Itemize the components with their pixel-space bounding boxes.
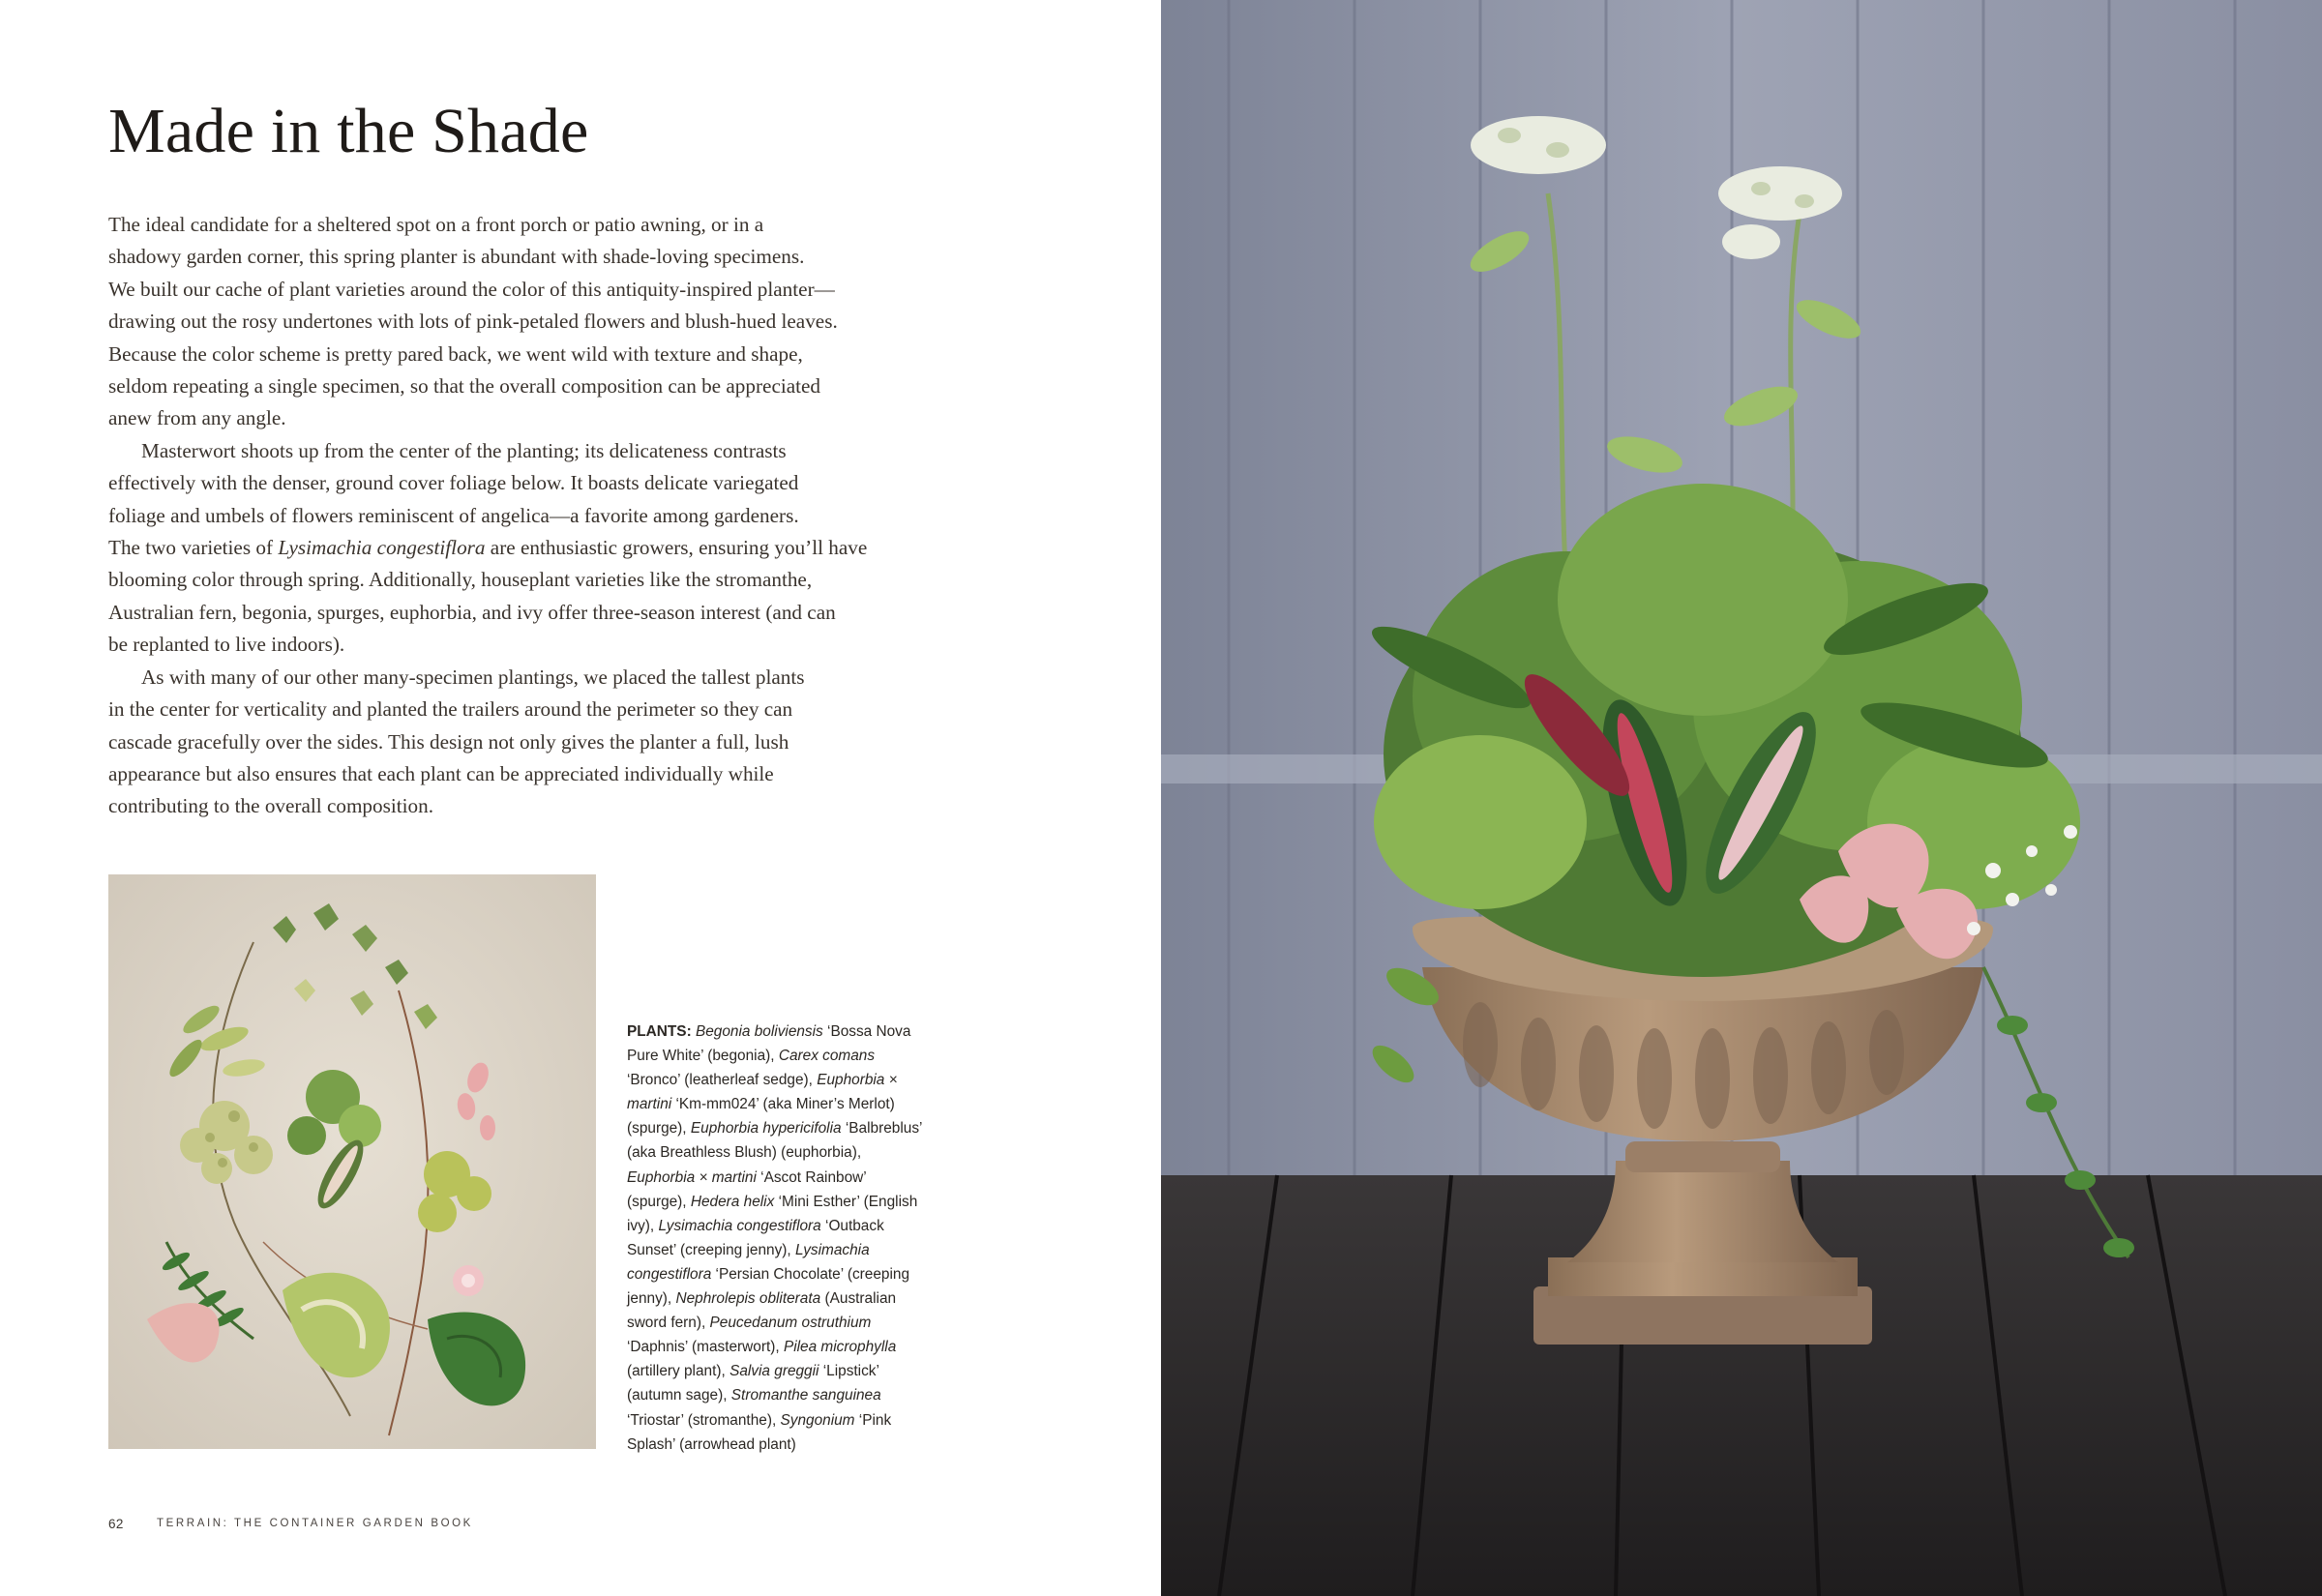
caption-line [627,1044,956,1068]
text-run: The two varieties of [108,536,279,560]
caption-run: ‘Outback [820,1217,884,1234]
caption-line [627,1166,956,1190]
caption-line [627,1335,956,1359]
body-line: We built our cache of plant varieties around the color of this antiquity-inspired planter— [108,277,835,301]
body-line: in the center for verticality and planted the trailers around the perimeter so they can [108,697,793,722]
plant-name: Pilea microphylla [783,1339,897,1356]
caption-run: ‘Km-mm024’ (aka Miner’s Merlot) [671,1096,895,1113]
plant-name: Lysimachia congestiflora [658,1217,821,1234]
caption-line [627,1116,956,1140]
caption-run: (Australian [820,1290,897,1308]
caption-line [627,1383,956,1407]
body-line: Masterwort shoots up from the center of the planting; its delicateness contrasts [141,438,787,462]
caption-line [627,1408,956,1433]
caption-run: ‘Persian Chocolate’ (creeping [711,1265,910,1283]
caption-label: PLANTS: [627,1023,692,1040]
caption-line [627,1140,956,1165]
plant-name: Peucedanum ostruthium [709,1315,872,1332]
body-line: drawing out the rosy undertones with lots of pink-petaled flowers and blush-hued leaves. [108,310,838,334]
page-title: Made in the Shade [108,96,589,166]
caption-line [627,1433,956,1457]
body-line: Australian fern, begonia, spurges, euphorbia, and ivy offer three-season interest (and can [108,600,836,624]
body-line: blooming color through spring. Additionally, houseplant varieties like the stromanthe, [108,568,813,592]
plant-name: Hedera helix [690,1193,775,1210]
plant-name: congestiflora [627,1265,712,1283]
caption-run: (spurge), [627,1193,691,1210]
caption-run: (autumn sage), [627,1387,731,1404]
caption-run: Pure White’ (begonia), [627,1048,779,1065]
body-line: Because the color scheme is pretty pared back, we went wild with texture and shape, [108,341,803,366]
caption-run: ‘Ascot Rainbow’ [756,1168,867,1186]
caption-run: ‘Daphnis’ (masterwort), [627,1339,784,1356]
plant-name: Euphorbia × [817,1072,898,1089]
text-run: are enthusiastic growers, ensuring you’ll have [485,536,868,560]
body-line-lysimachia [108,532,902,564]
body-line: shadowy garden corner, this spring planter is abundant with shade-loving specimens. [108,245,805,269]
caption-run: ‘Bronco’ (leatherleaf sedge), [627,1072,818,1089]
caption-run: ‘Balbreblus’ [841,1120,923,1138]
right-page [1161,0,2322,1596]
body-line: anew from any angle. [108,406,286,430]
planter-photo [1161,0,2322,1596]
body-line: The ideal candidate for a sheltered spot on a front porch or patio awning, or in a [108,213,764,236]
caption-run: ‘Lipstick’ [819,1363,879,1380]
plant-name: Salvia greggii [729,1363,819,1380]
caption-line [627,1214,956,1238]
body-text [108,209,902,823]
page-number: 62 [108,1517,124,1531]
body-line: foliage and umbels of flowers reminiscent of angelica—a favorite among gardeners. [108,503,799,527]
body-line: contributing to the overall composition. [108,794,433,818]
caption-run: ivy), [627,1217,659,1234]
plant-name: Stromanthe sanguinea [730,1387,881,1404]
caption-run: (spurge), [627,1120,691,1138]
caption-run: ‘Bossa Nova [822,1023,911,1040]
caption-line [627,1286,956,1311]
plant-name: Begonia boliviensis [695,1023,823,1040]
plant-name: martini [627,1096,672,1113]
caption-run: (aka Breathless Blush) (euphorbia), [627,1144,862,1162]
caption-line [627,1068,956,1092]
caption-run: ‘Pink [854,1411,892,1429]
caption-run: Sunset’ (creeping jenny), [627,1241,795,1258]
plant-name: Nephrolepis obliterata [675,1290,821,1308]
running-head: TERRAIN: THE CONTAINER GARDEN BOOK [157,1518,473,1529]
plant-name: Lysimachia [794,1241,870,1258]
caption-line [627,1238,956,1262]
caption-run: sword fern), [627,1315,710,1332]
flatlay-photo [108,874,596,1449]
caption-run: ‘Mini Esther’ (English [774,1193,918,1210]
plant-name: Syngonium [780,1411,855,1429]
body-line: appearance but also ensures that each plant can be appreciated individually while [108,761,774,785]
caption-line [627,1311,956,1335]
body-line: cascade gracefully over the sides. This design not only gives the planter a full, lush [108,729,789,754]
caption-line [627,1092,956,1116]
caption-line [627,1359,956,1383]
plant-name: Euphorbia hypericifolia [690,1120,842,1138]
caption-run: Splash’ (arrowhead plant) [627,1435,796,1453]
caption-run: ‘Triostar’ (stromanthe), [627,1411,781,1429]
plant-name: Carex comans [778,1048,876,1065]
caption-run: (artillery plant), [627,1363,730,1380]
body-line: As with many of our other many-specimen plantings, we placed the tallest plants [141,665,805,689]
caption-line [627,1190,956,1214]
plants-caption [627,1020,956,1457]
body-line: effectively with the denser, ground cover foliage below. It boasts delicate variegated [108,471,799,495]
body-line: seldom repeating a single specimen, so that the overall composition can be appreciated [108,374,821,399]
italic-run: Lysimachia congestiflora [278,536,486,560]
caption-line [627,1020,956,1044]
caption-run: jenny), [627,1290,676,1308]
body-line: be replanted to live indoors). [108,633,345,657]
flatlay-illustration [108,874,596,1449]
plant-name: Euphorbia × martini [627,1168,757,1186]
caption-line [627,1262,956,1286]
